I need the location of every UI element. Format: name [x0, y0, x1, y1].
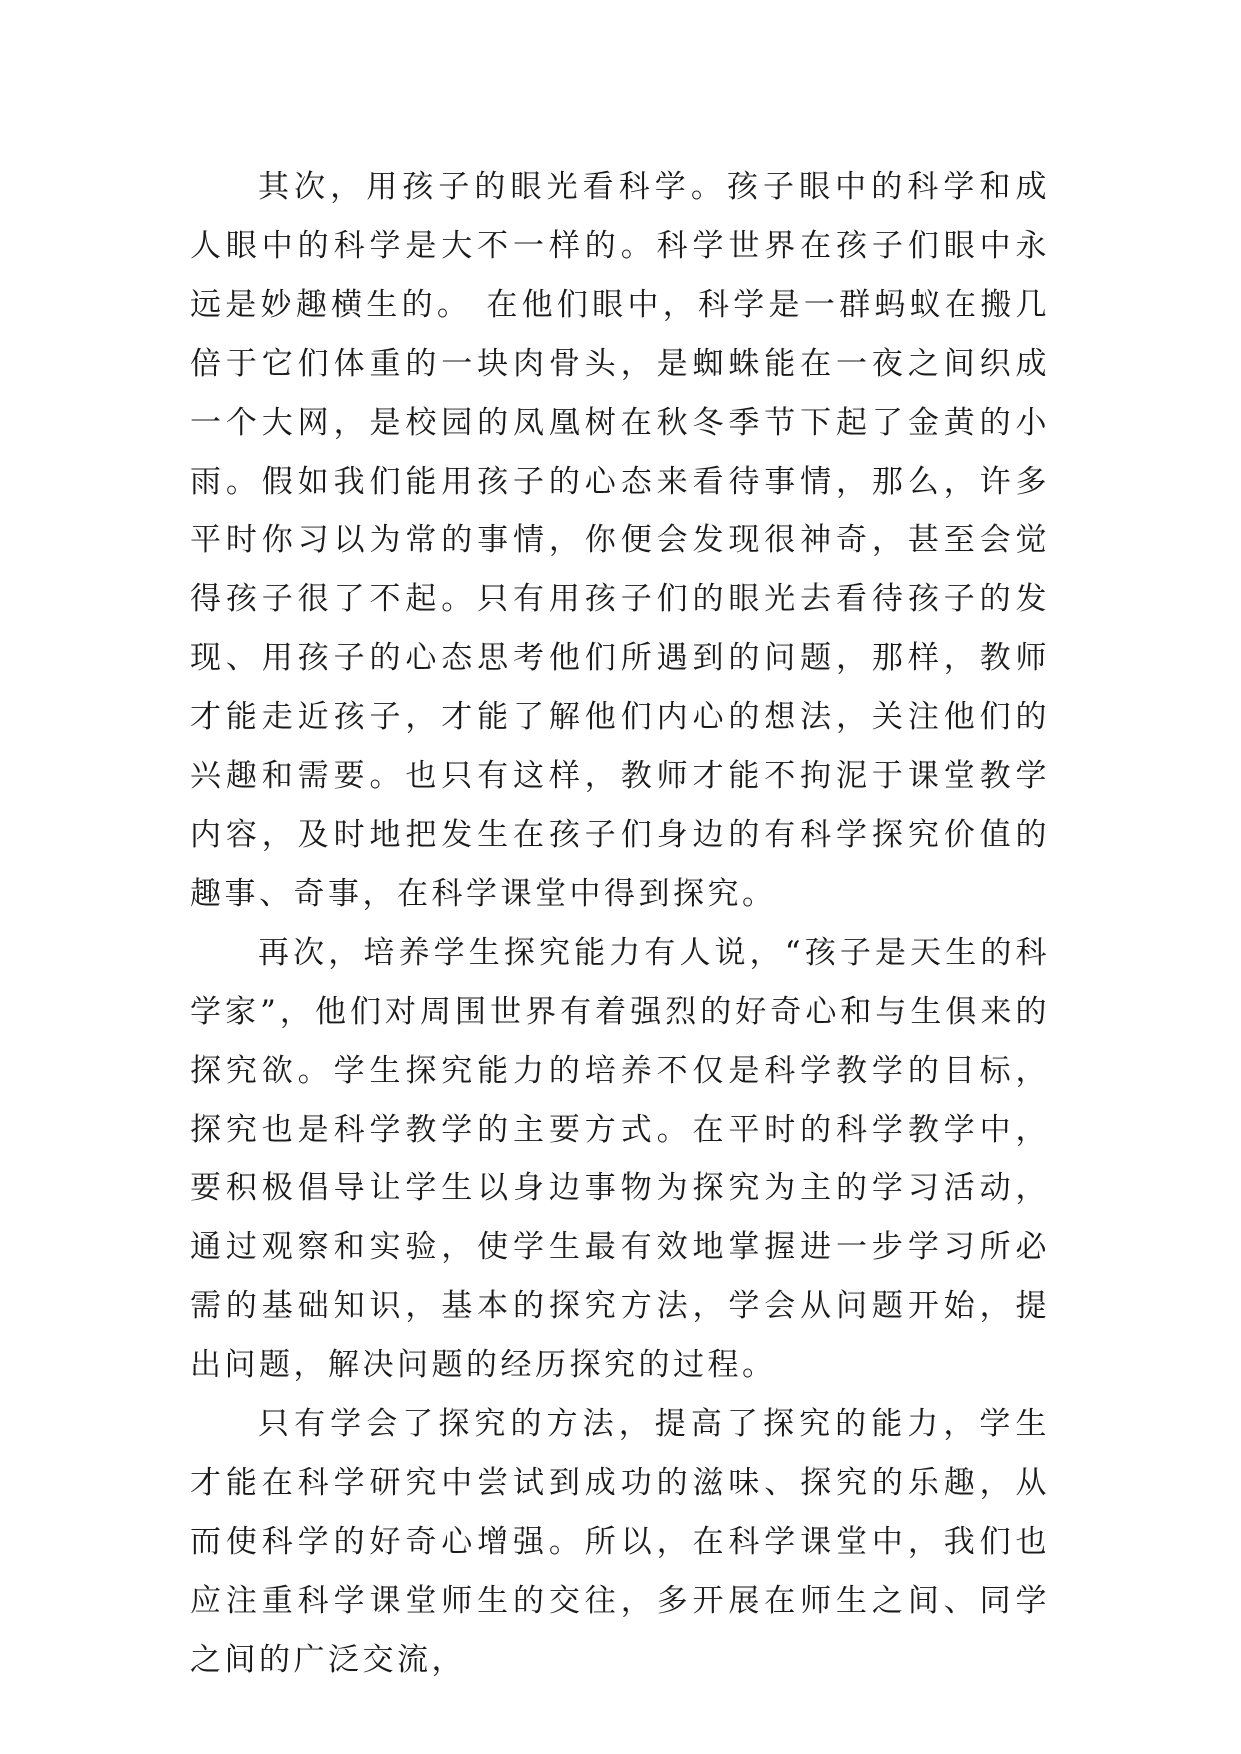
paragraph-1: 其次，用孩子的眼光看科学。孩子眼中的科学和成人眼中的科学是大不一样的。科学世界在孩子们眼中永远是妙趣横生的。 在他们眼中，科学是一群蚂蚁在搬几倍于它们体重的一块肉骨头，是蜘蛛能在一夜之间织成一个大网，是校园的凤凰树在秋冬季节下起了金黄的小雨。假如我们能用孩子的心态来看待事情，那么，许多平时你习以为常的事情，你便会发现很神奇，甚至会觉得孩子很了不起。只有用孩子们的眼光去看待孩子的发现、用孩子的心态思考他们所遇到的问题，那样，教师才能走近孩子，才能了解他们内心的想法，关注他们的兴趣和需要。也只有这样，教师才能不拘泥于课堂教学内容，及时地把发生在孩子们身边的有科学探究价值的趣事、奇事，在科学课堂中得到探究。 — [190, 169, 1050, 912]
paragraph-3: 只有学会了探究的方法，提高了探究的能力，学生才能在科学研究中尝试到成功的滋味、探究的乐趣，从而使科学的好奇心增强。所以，在科学课堂中，我们也应注重科学课堂师生的交往，多开展在师生之间、同学之间的广泛交流， — [190, 1406, 1050, 1678]
paragraph-2: 再次，培养学生探究能力有人说，“孩子是天生的科学家”，他们对周围世界有着强烈的好奇心和与生俱来的探究欲。学生探究能力的培养不仅是科学教学的目标，探究也是科学教学的主要方式。在平时的科学教学中，要积极倡导让学生以身边事物为探究为主的学习活动，通过观察和实验，使学生最有效地掌握进一步学习所必需的基础知识，基本的探究方法，学会从问题开始，提出问题，解决问题的经历探究的过程。 — [190, 934, 1050, 1384]
document-body — [190, 158, 1050, 1690]
